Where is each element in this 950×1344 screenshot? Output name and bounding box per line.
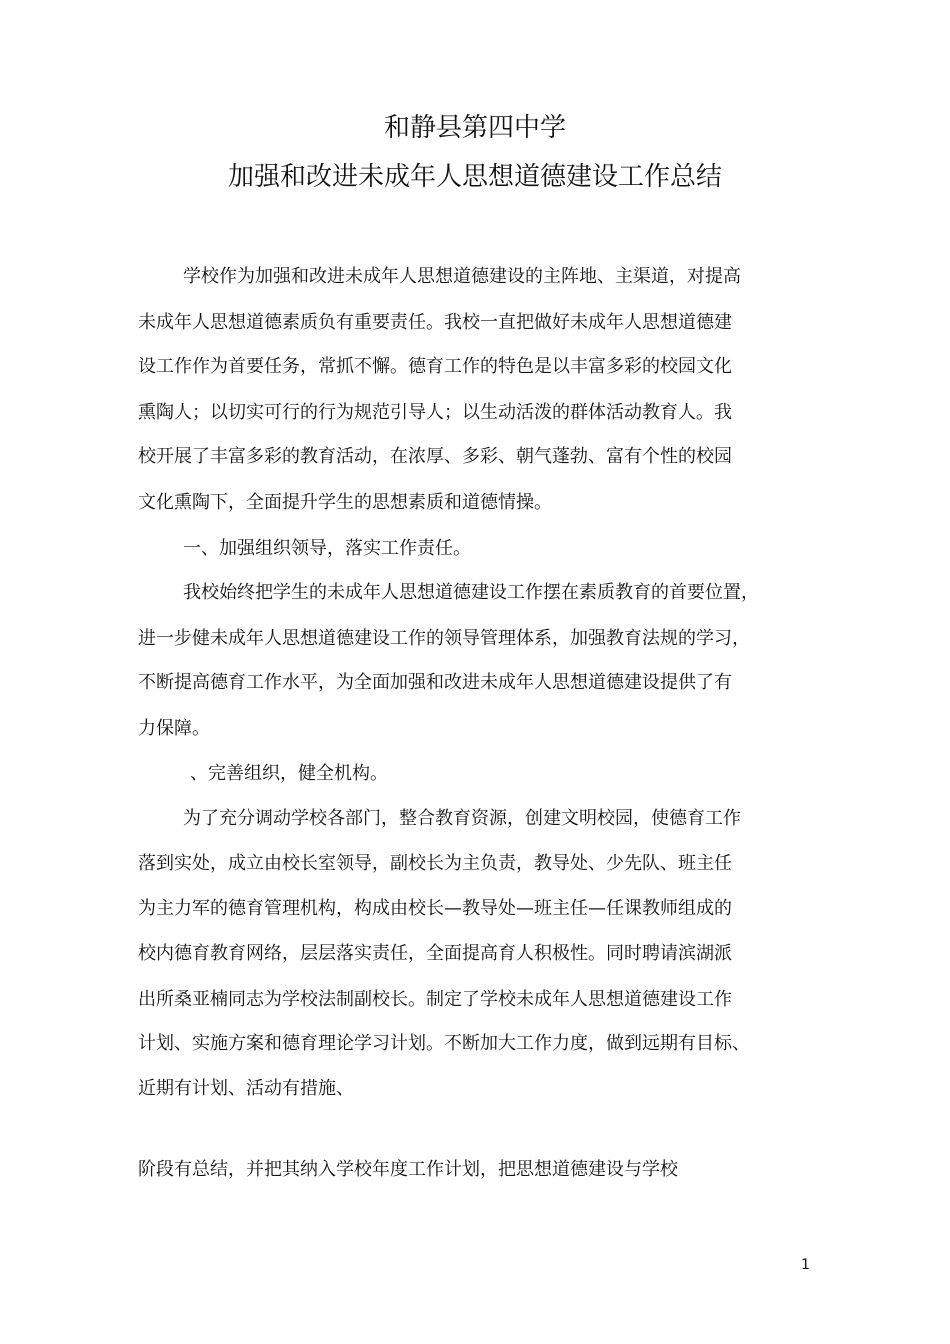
paragraph-line: 出所桑亚楠同志为学校法制副校长。制定了学校未成年人思想道德建设工作 xyxy=(138,989,732,1010)
section-heading: 一、加强组织领导，落实工作责任。 xyxy=(183,538,471,559)
paragraph-line: 学校作为加强和改进未成年人思想道德建设的主阵地、主渠道，对提高 xyxy=(183,266,741,287)
paragraph-line: 为主力军的德育管理机构，构成由校长—教导处—班主任—任课教师组成的 xyxy=(138,898,732,919)
document-title: 加强和改进未成年人思想道德建设工作总结 xyxy=(227,162,722,192)
paragraph-line: 力保障。 xyxy=(138,718,210,739)
paragraph-line: 落到实处，成立由校长室领导，副校长为主负责，教导处、少先队、班主任 xyxy=(138,853,732,874)
paragraph-line: 设工作作为首要任务，常抓不懈。德育工作的特色是以丰富多彩的校园文化 xyxy=(138,356,732,377)
school-title: 和静县第四中学 xyxy=(383,113,566,143)
paragraph-line: 未成年人思想道德素质负有重要责任。我校一直把做好未成年人思想道德建 xyxy=(138,312,732,333)
paragraph-line: 熏陶人；以切实可行的行为规范引导人；以生动活泼的群体活动教育人。我 xyxy=(138,402,732,423)
paragraph-line: 我校始终把学生的未成年人思想道德建设工作摆在素质教育的首要位置， xyxy=(183,582,759,603)
paragraph-line: 为了充分调动学校各部门，整合教育资源，创建文明校园，使德育工作 xyxy=(183,808,741,829)
paragraph-line: 计划、实施方案和德育理论学习计划。不断加大工作力度，做到远期有目标、 xyxy=(138,1033,750,1054)
paragraph-line: 阶段有总结，并把其纳入学校年度工作计划，把思想道德建设与学校 xyxy=(138,1159,678,1180)
paragraph-line: 文化熏陶下，全面提升学生的思想素质和道德情操。 xyxy=(138,492,552,513)
page-number: 1 xyxy=(801,1257,810,1273)
paragraph-line: 进一步健未成年人思想道德建设工作的领导管理体系，加强教育法规的学习， xyxy=(138,628,750,649)
paragraph-line: 不断提高德育工作水平，为全面加强和改进未成年人思想道德建设提供了有 xyxy=(138,672,732,693)
subsection-heading: 、完善组织，健全机构。 xyxy=(190,763,388,784)
paragraph-line: 校开展了丰富多彩的教育活动，在浓厚、多彩、朝气蓬勃、富有个性的校园 xyxy=(138,446,732,467)
paragraph-line: 近期有计划、活动有措施、 xyxy=(138,1078,354,1099)
paragraph-line: 校内德育教育网络，层层落实责任，全面提高育人积极性。同时聘请滨湖派 xyxy=(138,943,732,964)
